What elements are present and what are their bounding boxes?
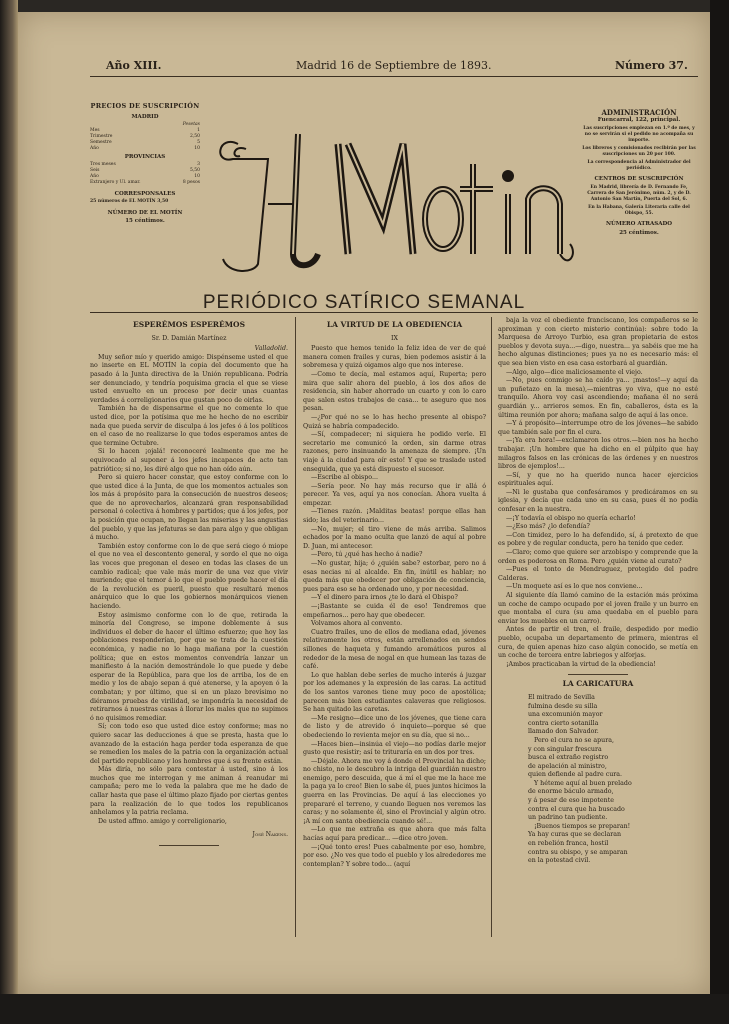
paragraph: —Escribe al obispo... (311, 474, 378, 482)
price-period: Tres meses (90, 162, 116, 167)
poem-line: llamado don Salvador. (528, 728, 599, 736)
poem-line: contra su obispo, y se amparan (528, 848, 628, 856)
paragraph: baja la voz el obediente franciscano, los compañeros se le aproximan y con cierto misterio continúa): sobre todo la Marquesa de Arroyo Turbio, esa gran propietaria de estos pueblos y devota suya...—digo, nuestra... ya sabéis que me ha hecho algunas distinciones; pues ya no es necesario más: el que sea bien visto en esa casa estorbará al guardián. (498, 317, 698, 367)
article-body-esperemos (90, 354, 288, 827)
poem-line: en la potestad civil. (528, 857, 591, 865)
subscription-prices-box (90, 102, 200, 226)
paragraph: —No, mujer; el tiro viene de más arriba. Salimos echados por la mano oculta que lanzó de aquí al pobre D. Juan, mi antecesor. (303, 525, 486, 550)
back-issue-heading: NÚMERO ATRASADO (605, 221, 673, 227)
poem-line: Ya hay curas que se declaran (528, 831, 622, 839)
poem-line: quien defiende al padre cura. (528, 771, 623, 779)
centers-madrid: En Madrid, librería de D. Fernando Fe, Carrera de San Jerónimo, núm. 2, y de D. Antonio San Martín, Puerta del Sol, 6. (587, 185, 691, 202)
price-row (90, 180, 200, 186)
administration-box (580, 108, 698, 239)
paragraph: —Pero, tú ¿qué has hecho á nadie? (311, 551, 423, 559)
poem-line: un padrino tan pudiente. (528, 814, 608, 822)
paragraph: —Claro; como que quiere ser arzobispo y comprende que la orden es poderosa en Roma. Pero ¿quién viene al curato? (498, 549, 698, 565)
paragraph: —¡Ya era hora!—exclamaron los otros.—bien nos ha hecho trabajar. ¡Un hombre que ha dicho en el púlpito que hay milagros falsos en las crónicas de las órdenes y en nuestros libros de ejemplos!... (498, 437, 698, 471)
paragraph: Lo que hablan debe serles de mucho interés á juzgar por los ademanes y la expresión de las caras. La actitud de los santos varones tiene muy poco de apostólica; parecen más bien estudiantes calaveras que religiosos. Se han quitado las caretas. (303, 671, 486, 714)
price-value: 2,50 (189, 134, 200, 139)
article-salutation: Sr. D. Damián Martínez (151, 334, 227, 342)
header-rule (90, 76, 698, 77)
section-rule (568, 674, 628, 675)
paragraph: —Sí, compadecer; ni siquiera he podido verle. El secretario me comunicó la orden, sin darme otras razones, pero insinuando la amenaza de siempre. ¡Un viaje á la ciudad para oír esto! Y que se traslade usted enseguida, que ya está dispuesto el sucesor. (303, 431, 486, 473)
paragraph: —Ni le gustaba que confesáramos y predicáramos en su iglesia, y decía que cada uno en su casa, pues él no podía confesar en la nuestra. (498, 488, 698, 514)
paragraph: ¡Ambos practicaban la virtud de la obediencia! (506, 660, 656, 668)
paragraph: Volvamos ahora al convento. (311, 620, 403, 628)
article-title-obediencia: LA VIRTUD DE LA OBEDIENCIA (326, 320, 463, 329)
admin-note-3: La correspondencia al Administrador del periódico. (587, 160, 691, 171)
paragraph: —Haces bien—insinúa el viejo—no podías darle mejor gusto que resistir; así te trituraría en un dos por tres. (303, 740, 486, 757)
paragraph: Más diría, no sólo para contestar á usted, sino á los muchos que me interrogan y me animan á reanudar mi campaña; pero me lo veda la palabra que me he dado de callar hasta que pase el último plazo fijado por ciertas gentes para la realización de lo que todos los republicanos anhelamos y la patria reclama. (90, 766, 288, 817)
price-value: 3 (197, 162, 200, 167)
correspondents-line: 25 números de EL MOTÍN 3,50 (90, 199, 169, 204)
paragraph: Cuatro frailes, uno de ellos de mediana edad, jóvenes relativamente los otros, están arrellenados en sendos sillones de haqueta y fumando aromáticos puros al rededor de la mesa de nogal en que humean las tazas de café. (303, 628, 486, 671)
masthead-logo (198, 104, 578, 279)
paragraph: De usted affmo. amigo y correligionario, (98, 817, 227, 825)
price-period: Mes (90, 128, 100, 133)
poem-line: contra cierto sotanilla (528, 719, 599, 727)
subtitle-rule (90, 312, 698, 313)
poem-line: y á pesar de eso impotente (528, 797, 614, 805)
book-spine (0, 0, 18, 1024)
single-issue-price: 15 céntimos. (125, 218, 165, 224)
subscription-centers-heading: CENTROS DE SUSCRIPCIÓN (594, 176, 684, 182)
paragraph: —Sí, y que no ha querido nunca hacer ejercicios espirituales aquí. (498, 471, 698, 488)
admin-address: Fuencarral, 122, principal. (597, 117, 681, 123)
paragraph: —¡Y todavía el obispo no quería echarlo! (506, 514, 636, 522)
single-issue-line: NÚMERO DE EL MOTÍN (107, 210, 183, 216)
price-period: Año (90, 146, 99, 151)
article-chapter-number: IX (391, 334, 398, 342)
column-obediencia (303, 317, 486, 947)
admin-note-1: Las suscripciones empiezan en 1.º de mes, y no se servirán si el pedido no acompaña su importe. (583, 126, 695, 143)
paragraph: Pero si quiero hacer constar, que estoy conforme con lo que usted dice á la Junta, de que los momentos actuales son los más á propósito para la consecución de nuestros deseos; que de no aprovecharlos, alcanzará gran responsabilidad personal ó colectiva á hombres y partidos; que á los jefes, por la posición que ocupan, no llegan las miserias y las angustias del pueblo, y que las jefaturas se dan para algo y que obligan á mucho. (90, 474, 288, 542)
paragraph: Muy señor mío y querido amigo: Dispénseme usted el que no inserte en EL MOTÍN la copia del documento que ha pasado á la Junta directiva de la Unión republicana. Podría ser denunciado, y tendría poquísima gracia el que se viese usted envuelto en un proceso por decir unas cuantas verdades á correligionarios que gustan poco de oirlas. (90, 353, 288, 404)
paragraph: Antes de partir el tren, el fraile, despedido por medio pueblo, ocupaba un departamento de primera, mientras el cura, de quien apenas hizo caso algún conocido, se metía en un coche de tercera entre labriegos y alforjas. (498, 626, 698, 660)
poem-line: una excomunión mayor (528, 711, 603, 719)
price-row (90, 146, 200, 152)
price-period: Año (90, 174, 99, 179)
poem-line: Y héteme aquí al buen prelado (534, 779, 632, 787)
poem-line: fulmina desde su silla (528, 702, 598, 710)
price-value: 10 (194, 146, 200, 151)
caricatura-poem (498, 694, 698, 866)
paragraph: —Sería peor. No hay más recurso que ir allá ó perecer. Ya ves, aquí ya nos conocían. Ahora vuelta á empezar. (303, 482, 486, 507)
paragraph: —Pues el tonto de Mendruguez, protegido del padre Calderas. (498, 566, 698, 582)
madrid-price-rows (90, 128, 200, 152)
paragraph: Estoy asimismo conforme con lo de que, retirada la minoría del Congreso, se impone doblemente á sus individuos el deber de hacer el último esfuerzo; que hoy las poblaciones responderían, por que se trata de la cuestión económica, y nadie no lo haga mañana por la cuestión política; que en estos momentos convendría lanzar un manifiesto á la nación demostrándole lo que puede y debe esperar de la República, para que los de arriba, los de en medio y los de abajo sepan á qué atenerse, y la apoyen ó la combatan; y por último, que si en un plazo brevísimo no diéramos pruebas de virilidad, se impondría la necesidad de retirarnos á nuestras casas á llorar los males que no supimos ó no quisimos remediar. (90, 611, 288, 722)
column-continuation (498, 317, 698, 947)
paragraph: —Tienes razón. ¡Malditas beatas! porque ellas han sido; las del veterinario... (303, 508, 486, 525)
paragraph: —Y el dinero para irnos ¿te lo dará el Obispo? (311, 594, 458, 602)
centers-habana: En la Habana, Galería Literaria calle del Obispo, 55. (588, 205, 690, 216)
issue-number: Número 37. (615, 59, 688, 72)
price-value: 10 (194, 174, 200, 179)
article-body-continuation (498, 317, 698, 669)
prices-pesetas-label: Pesetas (182, 122, 200, 127)
price-period: Semestre (90, 140, 112, 145)
paragraph: —Lo que me extraña es que ahora que más falta hacías aquí para predicar... —dice otro joven. (303, 826, 486, 843)
paragraph: —¿Eso más? ¿lo defendía? (506, 523, 590, 531)
masthead-title-text: El Motín (372, 270, 404, 278)
admin-note-2: Los libreros y comisionados recibirán por las suscripciones un 20 por 100. (582, 146, 696, 157)
article-title-esperemos: ESPERÉMOS ESPERÉMOS (133, 320, 245, 329)
paragraph: También ha de dispensarme el que no comente lo que usted dice, por la potísima que me he hecho de no escribir nada que pueda servir de disculpa á los jefes ó á los políticos en el caso de no realizarse lo que todos esperamos antes de que termine Octubre. (90, 405, 288, 447)
price-value: 5,50 (189, 168, 200, 173)
paragraph: —Como te decía, mal estamos aquí, Ruperta; pero mira que salir ahora del pueblo, á los dos años de residencia, sin haber ahorrado un cuarto y con lo caro que salen estos trabajos de casa... te aseguro que nos pesan. (303, 370, 486, 413)
column-esperemos (90, 317, 288, 937)
price-period: Seis (90, 168, 100, 173)
paragraph: —Me resigno—dice uno de los jóvenes, que tiene cara de listo y de atrevido ó inquieto—porque sé que obedeciendo lo revienta mejor en su día, que si no... (303, 714, 486, 739)
article-end-rule (159, 845, 219, 846)
paragraph: —Déjale. Ahora me voy á donde el Provincial ha dicho; no chisto, no le descubro la intriga del guardián nuestro enemigo, pero descuida, que á mí el que me la hace me la paga ya lo creo! Bien lo sabe él, pues juntos hicimos la guerra en las Provincias. De aquí á las elecciones yo prepararé el terreno, y cuando lleguen nos veremos las caras; y no solamente él, sino el Provincial y algún otro. ¡A mí con santa obediencia cuando sé!... (303, 757, 486, 825)
poem-line: y con singular frescura (528, 745, 602, 753)
article-place: Valladolid. (254, 345, 288, 353)
prices-provinces-heading: PROVINCIAS (124, 154, 166, 160)
price-period: Extranjero y Ul. amar. (90, 180, 141, 185)
price-period: Trimestre (90, 134, 113, 139)
prices-madrid-heading: MADRID (131, 114, 159, 120)
poem-line: de enorme báculo armado, (528, 788, 614, 796)
paragraph: —¡Bastante se cuida él de eso! Tendremos que empeñarnos... pero hay que obedecer. (303, 603, 486, 619)
paragraph: —Y á propósito—interrumpe otro de los jóvenes—he sabido que también sale por fin el cura. (498, 420, 698, 436)
newspaper-page (18, 12, 710, 994)
poem-line: El mitrado de Sevilla (528, 693, 595, 701)
paragraph: También estoy conforme con lo de que será ciego ó miope el que no vea el descontento general, y sordo el que no oiga las voces que pregonan el deseo en todas las clases de un cambio radical; que vale más morir de una vez que vivir muriendo; que el temor á lo que el pueblo puede hacer el día de la revolución es pueril, puesto que resultará menos anárquico que lo que los gobiernos monárquicos vienen haciendo. (90, 542, 288, 610)
scan-bottom (0, 994, 729, 1024)
price-value: 5 (197, 140, 200, 145)
prices-title: PRECIOS DE SUSCRIPCIÓN (90, 102, 200, 110)
paragraph: —¿Por qué no se lo has hecho presente al obispo? Quizá se habría compadecido. (303, 413, 486, 430)
back-issue-price: 25 céntimos. (619, 230, 659, 236)
paragraph: —¡Qué tonto eres! Pues cabalmente por eso, hombre, por eso. ¿No ves que todo el pueblo y los alrededores me contemplan? Y sobre todo... (aquí (303, 843, 486, 868)
province-price-rows (90, 162, 200, 186)
poem-line: de apelación al ministro, (528, 762, 607, 770)
article-body-obediencia (303, 345, 486, 869)
paragraph: —Un moquete así es lo que nos conviene... (506, 583, 643, 591)
poem-line: en rebelión franca, hostil (528, 840, 609, 848)
paragraph: —No, pues conmigo se ha caído ya... ¡mastos!—y aquí da un puñetazo en la mesa),—mientras yo viva, que no esté tranquilo. Ahora voy casi ascendiendo; mañana él no será guardián y... arrieros semos. En fin, caballeros, ésta es la última reunión por ahora; mañana salgo de aquí á las once. (498, 377, 698, 419)
poem-line: Pero el cura no se apura, (534, 736, 614, 744)
scan-edge (710, 0, 729, 1024)
issue-year: Año XIII. (106, 59, 162, 72)
issue-date: Madrid 16 de Septiembre de 1893. (296, 59, 492, 72)
paragraph: Si lo hacen ¡ojalá! reconoceré lealmente que me he equivocado al suponer á los jefes incapaces de acto tan patriótico; si no, les diré algo que no han oído aún. (90, 448, 288, 473)
paragraph: Puesto que hemos tenido la feliz idea de ver de qué manera comen frailes y curas, bien podemos asistir á la sobremesa y quizá oigamos algo que nos interese. (303, 345, 486, 370)
correspondents-heading: CORRESPONSALES (114, 191, 176, 197)
article-signature: José Nakens. (252, 831, 288, 839)
paragraph: —Con timidez, pero lo ha defendido, sí, á pretexto de que es pobre y de regular conducta, pero ha tenido que ceder. (498, 531, 698, 548)
price-value: 1 (197, 128, 200, 133)
price-value: 8 pesos (182, 180, 200, 185)
column-divider (491, 317, 492, 937)
paragraph: —Algo, algo—dice maliciosamente el viejo. (506, 368, 643, 376)
article-title-caricatura: LA CARICATURA (562, 679, 634, 689)
masthead-subtitle: PERIÓDICO SATÍRICO SEMANAL (202, 292, 526, 313)
paragraph: —No gustar, hija; ó ¿quién sabe? estorbar, pero no á esas necias ni al alcalde. En fin, inútil es hablar; no queda más que obedecer por obligación de conciencia, pues para eso se ha ordenado uno, y por necesidad. (303, 560, 486, 593)
paragraph: Al siguiente día llamó camino de la estación más próxima un coche de campo ocupado por el joven fraile y un burro en que montaba el cura (su ama quedaba en el pueblo para enviar los muebles en un carro). (498, 592, 698, 625)
poem-line: contra el cura que ha buscado (528, 805, 625, 813)
column-divider (295, 317, 296, 937)
admin-title: ADMINISTRACIÓN (601, 108, 677, 117)
poem-line: busca el extraño registro (528, 754, 609, 762)
poem-line: ¡Buenos tiempos se preparan! (534, 822, 631, 830)
paragraph: Sí; con todo eso que usted dice estoy conforme; mas no quiero sacar las deducciones á que se presta, hasta que lo avanzado de la estación haga perder toda esperanza de que se remedien los males de la patria con la organización actual del partido republicano y los hombres que á su frente están. (90, 723, 288, 765)
